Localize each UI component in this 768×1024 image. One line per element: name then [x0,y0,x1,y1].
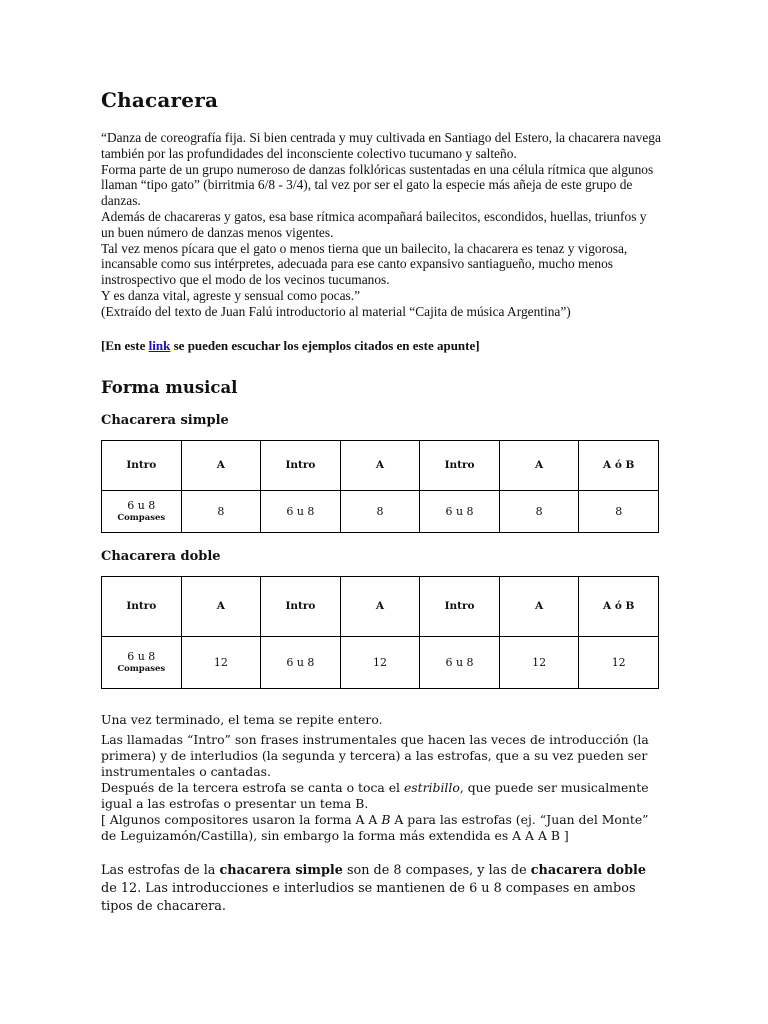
intro-explanation: Las llamadas “Intro” son frases instrumentales que hacen las veces de introducción (la primera) y de interludios (la segunda y tercera) a las estrofas, que a su vez pueden ser instrumentales o cantadas. [101,731,649,779]
value-cell: 6 u 8 [261,490,341,532]
table-header-row [102,440,659,490]
header-cell: A ó B [579,440,659,490]
header-cell: A ó B [579,576,659,636]
value-cell: 8 [340,490,420,532]
header-cell: Intro [420,576,500,636]
page-title: Chacarera [101,88,219,112]
quote-paragraph: Forma parte de un grupo numeroso de danzas folklóricas sustentadas en una célula rítmica que algunos llaman “tipo gato” (birritmia 6/8 - 3/4), tal vez por ser el gato la especie más añeja de este grupo de danzas. [101,161,654,209]
estribillo-term: estribillo [403,779,460,795]
header-cell: A [181,576,261,636]
quote-paragraph: “Danza de coreografía fija. Si bien centrada y muy cultivada en Santiago del Estero, la chacarera navega también por las profundidades del inconsciente colectivo tucumano y salteño. [101,130,661,161]
repeat-note: Una vez terminado, el tema se repite entero. [101,711,383,727]
value-cell: 8 [579,490,659,532]
header-cell: Intro [261,576,341,636]
value-cell: 6 u 8 [420,636,500,688]
table-header-row [102,576,659,636]
header-cell: A [499,576,579,636]
simple-heading: Chacarera simple [101,412,229,428]
value-cell: 8 [499,490,579,532]
composers-before: [ Algunos compositores usaron la forma A A [101,811,382,827]
header-cell: Intro [420,440,500,490]
value-cell: 12 [579,636,659,688]
link-note-before: [En este [101,337,149,353]
summary-bold: chacarera doble [530,862,647,878]
value-text: 6 u 8 [127,650,156,664]
summary-bold: chacarera simple [219,862,343,878]
estribillo-before: Después de la tercera estrofa se canta o toca el [101,779,404,795]
quote-credit: (Extraído del texto de Juan Falú introductorio al material “Cajita de música Argentina”) [101,303,571,319]
value-text: 6 u 8 [127,499,156,513]
examples-link[interactable]: link [148,337,171,353]
value-unit: Compases [117,513,166,524]
header-cell: A [340,440,420,490]
header-cell: Intro [102,576,182,636]
intro-quote [101,130,661,320]
composers-em: B [381,811,391,827]
summary-text: son de 8 compases, y las de [342,862,531,878]
composers-note [101,812,661,844]
value-cell: 8 [181,490,261,532]
quote-paragraph: Además de chacareras y gatos, esa base rítmica acompañará bailecitos, escondidos, huellas, triunfos y un buen número de danzas menos vigentes. [101,208,647,240]
table-value-row [102,636,659,688]
value-cell: 12 [340,636,420,688]
summary-paragraph [101,862,661,916]
value-cell [102,636,182,688]
document-page [101,88,661,916]
simple-form-table [101,440,659,533]
composers-after: A para las estrofas (ej. “Juan del Monte” de Leguizamón/Castilla), sin embargo la forma más extendida es A A A B ] [101,811,649,843]
header-cell: A [181,440,261,490]
summary-text: Las estrofas de la [101,862,220,878]
header-cell: A [340,576,420,636]
link-note-after: se pueden escuchar los ejemplos citados en este apunte] [170,337,480,353]
link-note [101,338,661,354]
quote-paragraph: Tal vez menos pícara que el gato o menos tierna que un bailecito, la chacarera es tenaz y vigorosa, incansable como sus intérpretes, adecuada para ese canto expansivo santiagueño, mucho menos instrospectivo que el modo de los vecinos tucumanos. [101,240,628,288]
table-value-row [102,490,659,532]
estribillo-after: , que puede ser musicalmente igual a las estrofas o presentar un tema B. [101,779,649,811]
header-cell: Intro [102,440,182,490]
value-unit: Compases [117,664,166,675]
form-explanation [101,712,661,844]
header-cell: A [499,440,579,490]
doble-form-table [101,576,659,689]
header-cell: Intro [261,440,341,490]
summary-text: de 12. Las introducciones e interludios se mantienen de 6 u 8 compases en ambos tipos de chacarera. [101,880,636,914]
estribillo-explanation [101,780,661,812]
doble-heading: Chacarera doble [101,548,221,564]
value-cell: 6 u 8 [420,490,500,532]
value-cell: 6 u 8 [261,636,341,688]
section-title: Forma musical [101,377,238,397]
value-cell: 12 [181,636,261,688]
value-cell: 12 [499,636,579,688]
value-cell [102,490,182,532]
quote-paragraph: Y es danza vital, agreste y sensual como pocas.” [101,287,361,303]
